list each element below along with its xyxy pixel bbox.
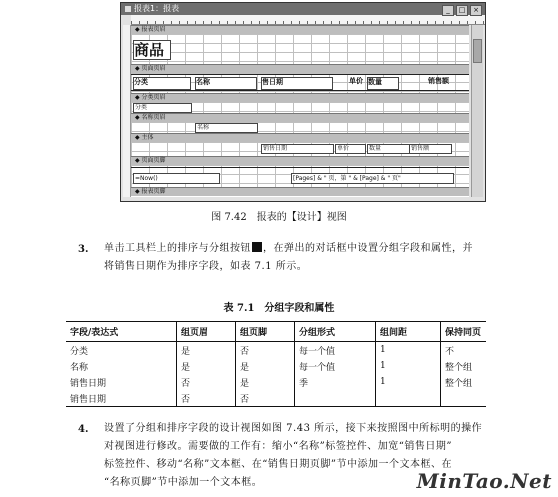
sale-date-label[interactable]: 售日期 xyxy=(261,77,333,90)
step-3-line1a: 单击工具栏上的排序与分组按钮 xyxy=(104,243,251,254)
table-cell: 每一个值 xyxy=(295,358,376,374)
price-label[interactable]: 单价 xyxy=(349,77,363,85)
table-header-row xyxy=(66,322,486,342)
table-cell: 1 xyxy=(376,374,441,390)
table-cell: 整个组 xyxy=(441,358,487,374)
close-icon[interactable]: × xyxy=(470,5,482,16)
table-cell: 分类 xyxy=(70,346,89,357)
sort-group-icon xyxy=(252,242,262,252)
detail-grid xyxy=(131,142,469,156)
window-titlebar[interactable] xyxy=(121,3,485,15)
qty-label[interactable]: 数量 xyxy=(367,77,399,90)
section-report-footer[interactable]: ◆ 报表页脚 xyxy=(131,187,469,196)
maximize-icon[interactable]: □ xyxy=(456,5,468,16)
watermark-logo: MinTao.Net xyxy=(416,469,552,493)
table-row xyxy=(66,374,486,390)
price-textbox[interactable]: 单价 xyxy=(335,144,366,154)
window-title: 报表1：报表 xyxy=(134,4,180,13)
report-icon xyxy=(125,6,131,12)
figure-caption: 图 7.42 报表的【设计】视图 xyxy=(211,212,347,223)
section-detail[interactable]: ◆ 主体 xyxy=(131,133,469,142)
table-cell: 1 xyxy=(376,342,441,359)
table-cell: 1 xyxy=(376,358,441,374)
section-category-header[interactable]: ◆ 分类页眉 xyxy=(131,93,469,102)
step-4-number: 4. xyxy=(78,424,89,435)
col-keep-together: 保持同页 xyxy=(441,322,487,342)
step-4-line4: “名称页脚”节中添加一个文本框。 xyxy=(104,477,263,488)
sale-date-textbox[interactable]: 销售日期 xyxy=(261,144,334,154)
step-4-line3: 标签控件、移动“名称”文本框、在“销售日期页脚”节中添加一个文本框、在 xyxy=(104,459,452,470)
report-design-window xyxy=(120,2,486,202)
table-cell: 销售日期 xyxy=(70,394,107,405)
table-cell: 名称 xyxy=(70,362,89,373)
table-row xyxy=(66,390,486,407)
table-cell: 是 xyxy=(177,358,236,374)
pages-textbox[interactable]: [Pages] & " 页，第 " & [Page] & " 页" xyxy=(291,173,454,184)
category-label[interactable]: 分类 xyxy=(133,77,191,90)
table-cell: 销售日期 xyxy=(70,378,107,389)
table-row xyxy=(66,358,486,374)
step-4-line1: 设置了分组和排序字段的设计视图如图 7.43 所示，接下来按照图中所标明的操作 xyxy=(104,423,483,434)
step-3-line1b: ，在弹出的对话框中设置分组字段和属性，并 xyxy=(263,243,473,254)
section-report-header[interactable]: ◆ 报表页眉 xyxy=(131,25,469,34)
scrollbar-thumb[interactable] xyxy=(473,39,482,63)
amount-label[interactable]: 销售额 xyxy=(428,77,449,85)
col-group-footer: 组页脚 xyxy=(236,322,295,342)
divider-line xyxy=(131,90,469,91)
table-cell: 是 xyxy=(177,342,236,359)
table-cell xyxy=(376,390,441,407)
name-label[interactable]: 名称 xyxy=(195,77,257,90)
col-group-header: 组页眉 xyxy=(177,322,236,342)
divider-line xyxy=(131,74,469,75)
report-header-grid xyxy=(131,34,469,64)
table-cell: 季 xyxy=(295,374,376,390)
name-header-grid xyxy=(131,122,469,133)
table-caption: 表 7.1 分组字段和属性 xyxy=(223,303,335,314)
table-cell: 是 xyxy=(236,358,295,374)
name-textbox[interactable]: 名称 xyxy=(195,123,258,133)
page-header-grid xyxy=(131,73,469,93)
vertical-ruler xyxy=(123,25,131,197)
horizontal-ruler xyxy=(131,15,485,25)
step-4-line2: 对视图进行修改。需要做的工作有：缩小“名称”标签控件、加宽“销售日期” xyxy=(104,441,452,452)
amount-textbox[interactable]: 销售额 xyxy=(409,144,452,154)
divider-line xyxy=(131,167,469,168)
col-field: 字段/表达式 xyxy=(66,322,177,342)
now-textbox[interactable]: =Now() xyxy=(133,173,220,184)
design-surface xyxy=(131,25,469,197)
step-3-line2: 将销售日期作为排序字段，如表 7.1 所示。 xyxy=(104,261,308,272)
vertical-scrollbar[interactable] xyxy=(471,25,483,197)
qty-textbox[interactable]: 数量 xyxy=(367,144,410,154)
table-cell: 不 xyxy=(441,342,487,359)
section-name-header[interactable]: ◆ 名称页眉 xyxy=(131,113,469,122)
table-cell: 否 xyxy=(236,390,295,407)
col-group-on: 分组形式 xyxy=(295,322,376,342)
table-row xyxy=(66,342,486,359)
table-cell: 否 xyxy=(177,390,236,407)
section-page-footer[interactable]: ◆ 页面页脚 xyxy=(131,156,469,165)
table-cell: 是 xyxy=(236,374,295,390)
page-footer-grid xyxy=(131,165,469,187)
table-cell: 每一个值 xyxy=(295,342,376,359)
step-3-text xyxy=(104,240,550,276)
group-properties-table xyxy=(66,321,486,407)
window-buttons xyxy=(440,4,482,16)
step-3-number: 3. xyxy=(78,244,89,255)
minimize-icon[interactable]: _ xyxy=(442,5,454,16)
table-cell xyxy=(295,390,376,407)
table-cell: 整个组 xyxy=(441,374,487,390)
category-header-grid xyxy=(131,102,469,113)
col-interval: 组间距 xyxy=(376,322,441,342)
section-page-header[interactable]: ◆ 页面页眉 xyxy=(131,64,469,73)
category-textbox[interactable]: 分类 xyxy=(133,103,192,113)
table-cell xyxy=(441,390,487,407)
report-title-label[interactable]: 商品 xyxy=(133,40,171,60)
table-cell: 否 xyxy=(236,342,295,359)
table-cell: 否 xyxy=(177,374,236,390)
